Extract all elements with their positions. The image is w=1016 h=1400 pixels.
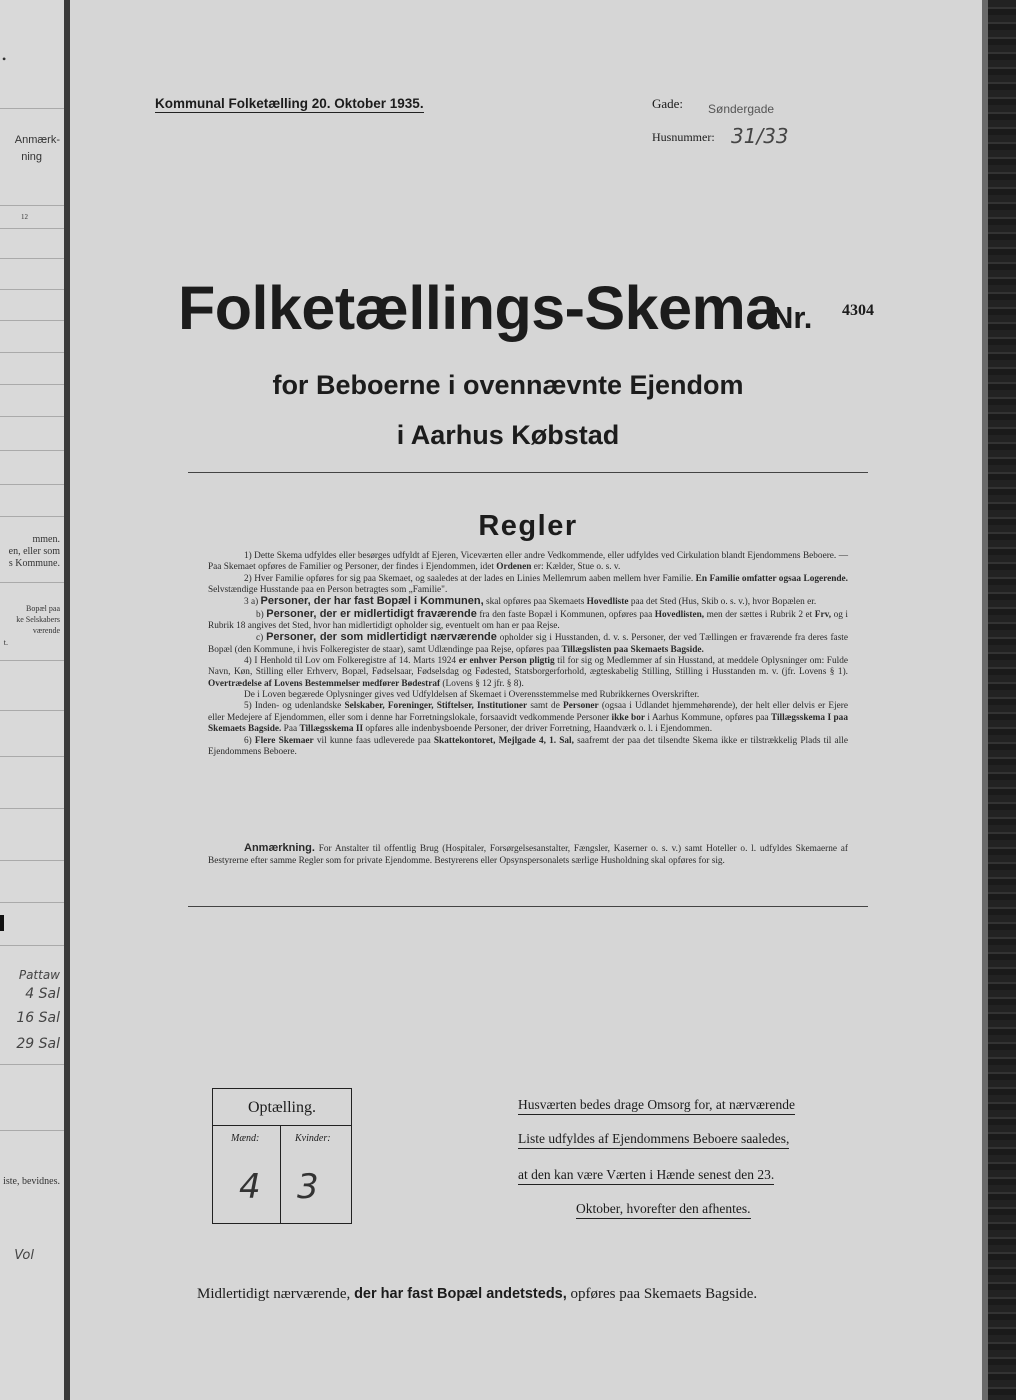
rule-3b: b) Personer, der er midlertidigt fraværende fra den faste Bopæl i Kommunen, opføres paa Hovedlisten, men der sættes i Rubrik 2 et Frv, og i Rubrik 18 angives det Sted, hvor han midlertidigt opholder sig, eventuelt om han er paa Rejse.: [208, 607, 848, 632]
form-number-value: 4304: [842, 302, 874, 319]
left-note-7: t.: [3, 638, 8, 647]
remark-text: For Anstalter til offentlig Brug (Hospitaler, Forsørgelsesanstalter, Fængsler, Kaserner o. s. v.) samt Hoteller o. l. udfyldes Skemaerne af Bestyrerne efter samme Regler som for private Ejendomme. Bestyrerens eller Opsynspersonalets særlige Husholdning skal opføres for sig.: [208, 844, 848, 866]
left-page-mark-bar: [0, 915, 4, 931]
notice-line-4: Oktober, hvorefter den afhentes.: [576, 1201, 751, 1219]
women-count[interactable]: 3: [297, 1167, 319, 1207]
form-subtitle-1: for Beboerne i ovennævnte Ejendom: [272, 370, 744, 400]
rule-4-cont: De i Loven begærede Oplysninger gives ved Udfyldelsen af Skemaet i Overensstemmelse med Rubrikkernes Overskrifter.: [244, 690, 700, 701]
remark-note: [208, 843, 848, 867]
left-note-5: ke Selskabers: [16, 615, 60, 624]
form-main-title: Folketællings-Skema: [178, 274, 779, 342]
left-handwriting-4: 29 Sal: [16, 1036, 60, 1052]
left-handwriting-5: Vol: [14, 1248, 34, 1263]
form-number-label: Nr.: [771, 300, 813, 335]
rules-heading: Regler: [478, 510, 578, 542]
notice-line-2: Liste udfyldes af Ejendommens Beboere saaledes,: [518, 1131, 789, 1149]
notice-line-3: at den kan være Værten i Hænde senest den 23.: [518, 1167, 774, 1185]
left-note-1: mmen.: [32, 534, 60, 545]
divider-rule-bottom: [188, 906, 868, 907]
left-handwriting-1: Pattaw: [18, 968, 60, 982]
count-box-title: Optælling.: [247, 1099, 316, 1116]
left-note-2: en, eller som: [8, 546, 60, 557]
rule-2: 2) Hver Familie opføres for sig paa Skemaet, og saaledes at der lades en Linies Mellemrum aaben mellem hver Familie. En Familie omfatter ogsaa Logerende. Selvstændige Husstande paa en Person betragtes som „Familie".: [208, 573, 848, 596]
divider-rule-top: [188, 472, 868, 473]
left-col-number: 12: [21, 213, 28, 221]
rule-3a: 3 a) Personer, der har fast Bopæl i Kommunen, skal opføres paa Skemaets Hovedliste paa det Sted (Hus, Skib o. s. v.), hvor Bopælen er.: [244, 595, 817, 608]
men-count[interactable]: 4: [239, 1167, 261, 1207]
left-col-header-1: Anmærk-: [14, 134, 60, 146]
left-note-8: iste, bevidnes.: [3, 1176, 60, 1187]
left-page-mark: •: [2, 52, 7, 66]
street-label: Gade:: [652, 96, 684, 111]
left-note-3: s Kommune.: [8, 558, 60, 569]
left-col-header-2: ning: [21, 151, 42, 163]
left-handwriting-3: 16 Sal: [16, 1010, 60, 1026]
rule-3c: c) Personer, der som midlertidigt nærværende opholder sig i Husstanden, d. v. s. Personer, der ved Tællingen er fraværende fra deres faste Bopæl (den Kommune, i hvis Folkeregister de staar), samt Udlændinge paa Rejse, opføres paa Tillægslisten paa Skemaets Bagside.: [208, 631, 849, 655]
remark-label: Anmærkning.: [244, 842, 315, 854]
notice-line-1: Husværten bedes drage Omsorg for, at nærværende: [518, 1097, 795, 1115]
rule-6: 6) Flere Skemaer vil kunne faas udleverede paa Skattekontoret, Mejlgade 4, 1. Sal, saafremt der paa det tilsendte Skema ikke er tilstrækkelig Plads til alle Ejendommens Beboere.: [208, 735, 848, 757]
house-number-value: 31/33: [731, 124, 789, 148]
page-right-border: [982, 0, 988, 1400]
rule-1: 1) Dette Skema udfyldes eller besørges udfyldt af Ejeren, Viceværten eller andre Vedkommende, eller udfyldes ved Cirkulation blandt Ejendommens Beboere. — Paa Skemaet opføres de Familier og Personer, der findes i Ejendommen, idet Ordenen er: Kælder, Stue o. s. v.: [208, 551, 848, 573]
rule-4: 4) I Henhold til Lov om Folkeregistre af 14. Marts 1924 er enhver Person pligtig til for sig og Medlemmer af sin Husstand, at meddele Oplysninger om: Fulde Navn, Køn, Stilling eller Erhverv, Bopæl, Fødselsaar, Fødselsdag og Fødested, Statsborgerforhold, ægteskabelig Stilling, Stilling i Husstanden m. v. (jfr. Lovens § 1). Overtrædelse af Lovens Bestemmelser medfører Bødestraf (Lovens § 12 jfr. § 8).: [208, 656, 848, 689]
left-note-4: Bopæl paa: [26, 604, 60, 613]
rules-body: [208, 551, 848, 758]
count-box: [212, 1088, 352, 1224]
left-page-strip: [0, 0, 66, 1400]
women-label: Kvinder:: [295, 1133, 331, 1144]
footer-note: Midlertidigt nærværende, der har fast Bopæl andetsteds, opføres paa Skemaets Bagside.: [197, 1286, 758, 1302]
rule-5: 5) Inden- og udenlandske Selskaber, Foreninger, Stiftelser, Institutioner samt de Personer (ogsaa i Udlandet hjemmehørende), der helt eller delvis er Ejere eller Medejere af Ejendommen, eller som i denne har Forretningslokale, forsaavidt vedkommende Personer ikke bor i Aarhus Kommune, opføres paa Tillægsskema I paa Skemaets Bagside. Paa Tillægsskema II opføres alle indenbysboende Personer, der driver Forretning, Haandværk o. l. i Ejendommen.: [208, 701, 849, 735]
form-subtitle-2: i Aarhus Købstad: [396, 420, 620, 450]
men-label: Mænd:: [231, 1133, 260, 1144]
census-header-title: Kommunal Folketælling 20. Oktober 1935.: [155, 96, 424, 111]
left-handwriting-2: 4 Sal: [25, 986, 60, 1002]
left-note-6: værende: [32, 626, 60, 635]
house-number-label: Husnummer:: [652, 130, 715, 144]
street-value: Søndergade: [708, 102, 775, 116]
